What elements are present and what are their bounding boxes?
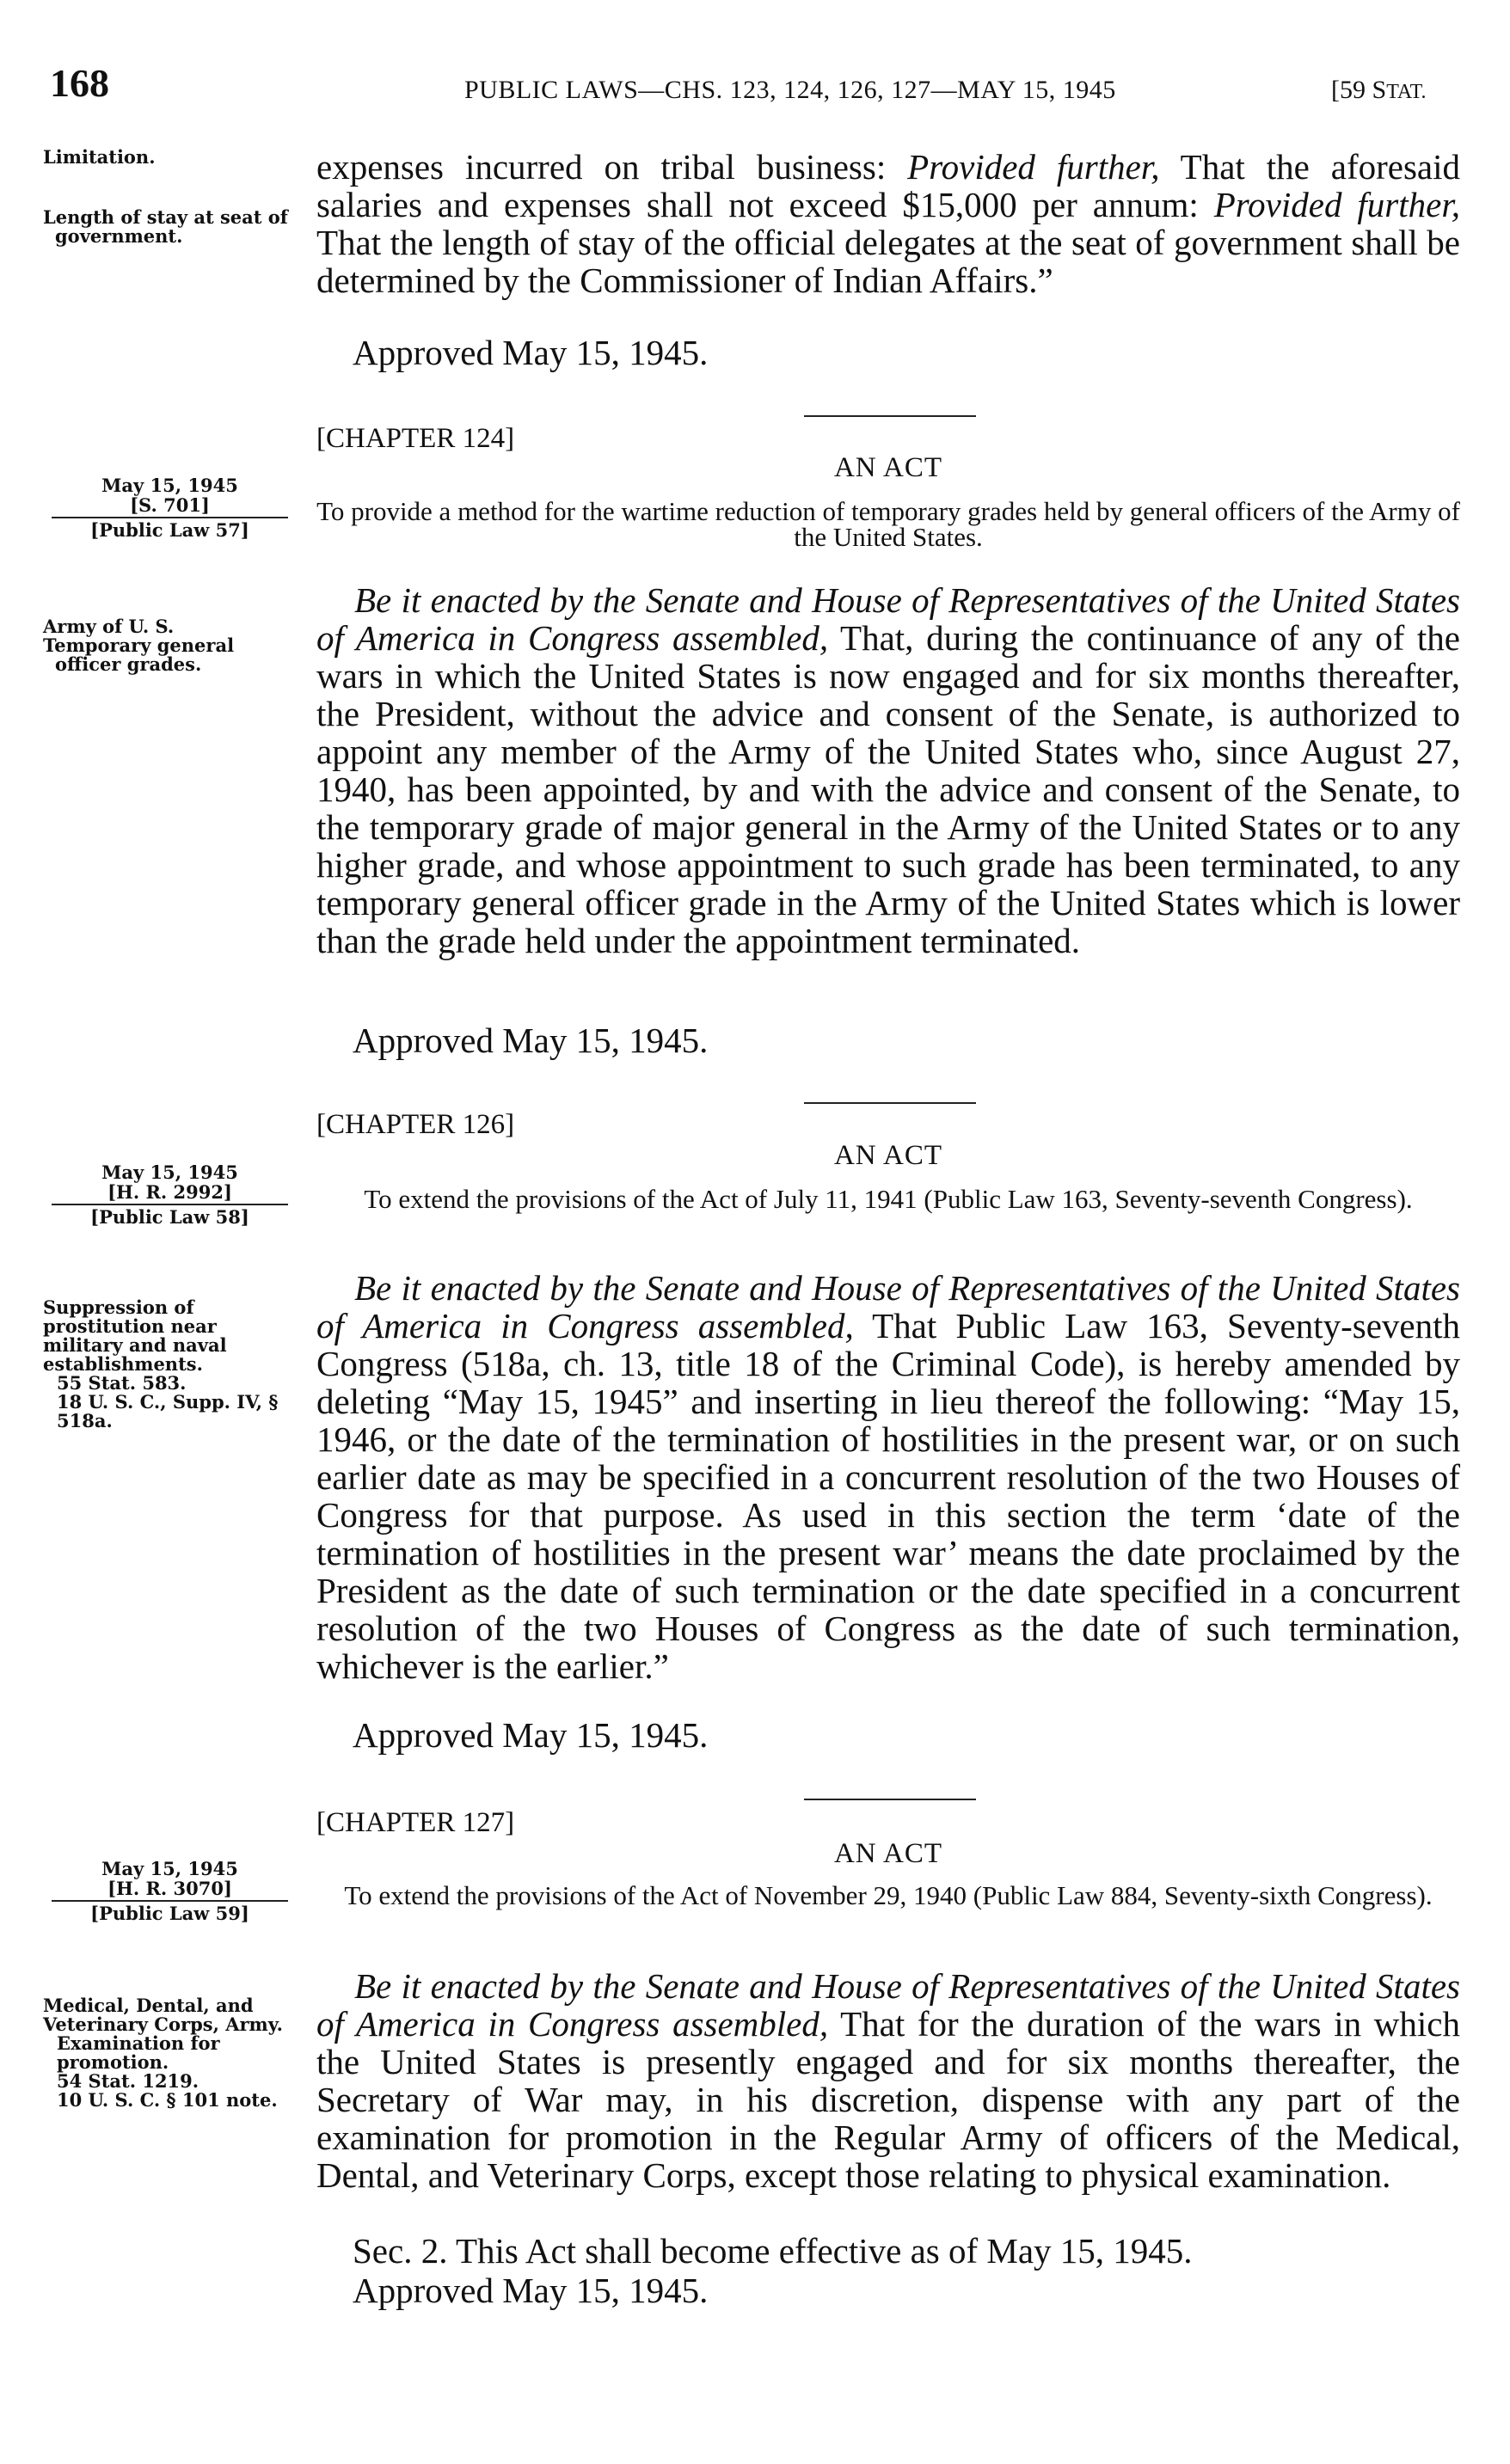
- continuation-paragraph: [316, 148, 1460, 299]
- margin-note-length-of-stay: [43, 208, 288, 246]
- date-rule: [52, 1204, 288, 1205]
- page-number: 168: [50, 61, 109, 105]
- margin-note-124: [43, 617, 288, 674]
- enacting-clause: Be it enacted by the Senate and House of Representatives of the United States of America in Congress assembled,: [316, 1268, 1460, 1345]
- approval-date: May 15, 1945: [101, 1162, 238, 1183]
- statute-citation: 55 Stat. 583.: [57, 1372, 187, 1394]
- act-heading-127: AN ACT: [833, 1838, 943, 1869]
- margin-note-limitation: Limitation.: [43, 146, 156, 168]
- code-citation: 10 U. S. C. § 101 note.: [57, 2089, 278, 2111]
- margin-line: Medical, Dental, and Veterinary Corps, Army.: [43, 1995, 283, 2035]
- date-block-126: [52, 1162, 288, 1227]
- volume-reference: [1331, 76, 1426, 105]
- approval-date: May 15, 1945: [101, 1858, 238, 1879]
- public-law-number: [Public Law 59]: [90, 1903, 249, 1924]
- proviso-italic-b: Provided further,: [1213, 185, 1460, 224]
- section-2: [353, 2232, 1193, 2270]
- act-heading-124: AN ACT: [833, 452, 943, 483]
- chapter-126-label: [CHAPTER 126]: [316, 1109, 515, 1140]
- public-law-number: [Public Law 57]: [90, 519, 249, 541]
- date-rule: [52, 517, 288, 518]
- bill-number: [S. 701]: [130, 494, 210, 516]
- section-rule: [804, 415, 976, 417]
- act-purpose-127: To extend the provisions of the Act of November 29, 1940 (Public Law 884, Seventy-sixth Congress).: [344, 1880, 1433, 1910]
- approved-line-124: Approved May 15, 1945.: [353, 1021, 709, 1060]
- section-text: This Act shall become effective as of May 15, 1945.: [447, 2231, 1193, 2271]
- volume-suffix: TAT.: [1386, 81, 1427, 103]
- chapter-127-body: [316, 1967, 1460, 2194]
- date-block-127: [52, 1859, 288, 1923]
- section-rule: [804, 1799, 976, 1800]
- code-citation: 18 U. S. C., Supp. IV, § 518a.: [57, 1391, 279, 1431]
- date-rule: [52, 1900, 288, 1902]
- continuation-text-a: expenses incurred on tribal business:: [316, 147, 908, 187]
- public-law-number: [Public Law 58]: [90, 1206, 249, 1228]
- volume-prefix: [59 S: [1331, 76, 1387, 104]
- margin-line: Temporary general officer grades.: [43, 634, 235, 675]
- approved-line-123: Approved May 15, 1945.: [353, 333, 709, 372]
- chapter-127-label: [CHAPTER 127]: [316, 1807, 515, 1838]
- act-body-text: That for the duration of the wars in which the United States is presently engaged and for six months thereafter, the Secretary of War may, in his discretion, dispense with any part of the examination for promotion in the Regular Army of officers of the Medical, Dental, and Veterinary Corps, except those relating to physical examination.: [316, 2004, 1460, 2195]
- enacting-clause: Be it enacted by the Senate and House of Representatives of the United States of America in Congress assembled,: [316, 580, 1460, 658]
- proviso-italic-a: Provided further,: [907, 147, 1160, 187]
- bill-number: [H. R. 2992]: [107, 1181, 232, 1203]
- approved-line-127: Approved May 15, 1945.: [353, 2271, 709, 2310]
- continuation-text-c: That the length of stay of the official delegates at the seat of government shall be determined by the Commissioner of Indian Affairs.”: [316, 223, 1460, 300]
- act-body-text: That, during the continuance of any of the wars in which the United States is now engaged and for six months thereafter, the President, without the advice and consent of the Senate, is authorized to appoint any member of the Army of the United States who, since August 27, 1940, has been appointed, by and with the advice and consent of the Senate, to the temporary grade of major general in the Army of the United States or to any higher grade, and whose appointment to such grade has been terminated, to any temporary general officer grade in the Army of the United States which is lower than the grade held under the appointment terminated.: [316, 618, 1460, 960]
- bill-number: [H. R. 3070]: [107, 1878, 232, 1899]
- margin-line: Examination for promotion.: [57, 2032, 220, 2073]
- margin-note-126: [43, 1298, 288, 1431]
- section-label: Sec. 2.: [353, 2231, 448, 2271]
- chapter-124-label: [CHAPTER 124]: [316, 423, 515, 454]
- continuation-text-b: That the aforesaid salaries and expenses shall not exceed $15,000 per annum:: [316, 147, 1461, 224]
- act-heading-126: AN ACT: [833, 1140, 943, 1171]
- margin-note-text: Length of stay at seat of government.: [43, 206, 288, 247]
- margin-line: Suppression of prostitution near military and naval establishments.: [43, 1296, 227, 1375]
- chapter-124-body: [316, 581, 1460, 959]
- margin-note-127: [43, 1996, 288, 2110]
- running-head: PUBLIC LAWS—CHS. 123, 124, 126, 127—MAY 15, 1945: [464, 76, 1116, 104]
- enacting-clause: Be it enacted by the Senate and House of Representatives of the United States of America in Congress assembled,: [316, 1966, 1460, 2044]
- date-block-124: [52, 475, 288, 540]
- approval-date: May 15, 1945: [101, 475, 238, 496]
- act-purpose-126: To extend the provisions of the Act of July 11, 1941 (Public Law 163, Seventy-seventh Congress).: [364, 1184, 1413, 1214]
- margin-line: Army of U. S.: [43, 616, 175, 637]
- approved-line-126: Approved May 15, 1945.: [353, 1715, 709, 1755]
- act-body-text: That Public Law 163, Seventy-seventh Congress (518a, ch. 13, title 18 of the Criminal Code), is hereby amended by deleting “May 15, 1945” and inserting in lieu thereof the following: “May 15, 1946, or the date of the termination of hostilities in the present war, or on such earlier date as may be specified in a concurrent resolution of the two Houses of Congress for that purpose. As used in this section the term ‘date of the termination of hostilities in the present war’ means the date proclaimed by the President as the date of such termination or the date specified in a concurrent resolution of the two Houses of Congress as the date of such termination, whichever is the earlier.”: [316, 1306, 1460, 1686]
- section-rule: [804, 1102, 976, 1104]
- act-purpose-124: To provide a method for the wartime reduction of temporary grades held by general officers of the Army of the United States.: [316, 496, 1460, 552]
- statute-citation: 54 Stat. 1219.: [57, 2070, 199, 2092]
- chapter-126-body: [316, 1269, 1460, 1685]
